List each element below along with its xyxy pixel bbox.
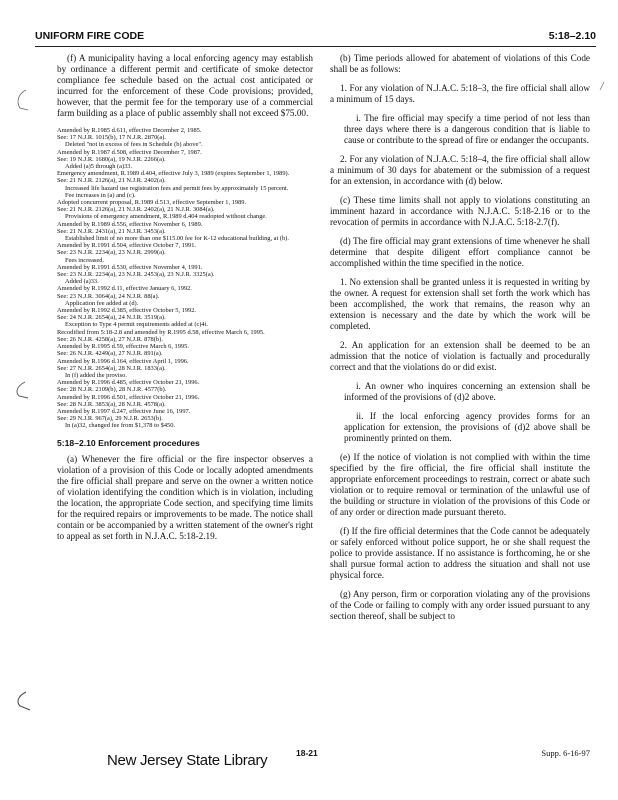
paragraph-b2: 2. For any violation of N.J.A.C. 5:18–4, the fire official shall allow a minimum of 30 days for abatement or the submission of a request for an extension, in accordance with (d) below.	[330, 154, 590, 186]
paragraph-d: (d) The fire official may grant extensions of time whenever he shall determine that despite diligent effort compliance cannot be accomplished within the time specified in the notice.	[330, 236, 590, 268]
paragraph-g: (g) Any person, firm or corporation violating any of the provisions of the Code or failing to comply with any order issued pursuant to any section thereof, shall be subject to	[330, 589, 590, 621]
history-entry: Amended by R.1987 d.508, effective December 7, 1987.	[57, 148, 202, 156]
history-entry: See: 26 N.J.R. 4249(a), 27 N.J.R. 891(a).	[57, 350, 163, 358]
history-entry: Deleted "not in excess of fees in Schedule (b) above".	[65, 141, 203, 149]
history-entry: Amended by R.1992 d.11, effective January 6, 1992.	[57, 285, 192, 293]
history-entry: Amended by R.1996 d.485, effective October 21, 1996.	[57, 379, 200, 387]
running-header	[35, 30, 596, 44]
history-entry: Amended by R.1995 d.59, effective March 6, 1995.	[57, 343, 189, 351]
margin-mark-icon	[10, 380, 30, 400]
history-entry: See: 26 N.J.R. 4258(a), 27 N.J.R. 878(b).	[57, 335, 163, 343]
history-entry: Amended by R.1989 d.556, effective November 6, 1989.	[57, 220, 203, 228]
history-entry: Exception to Type 4 permit requirements added at (c)4i.	[65, 321, 208, 329]
header-rule	[35, 46, 596, 47]
header-section: 5:18–2.10	[548, 30, 596, 42]
history-entry: Recodified from 5:18-2.8 and amended by R.1995 d.58, effective March 6, 1995.	[57, 328, 265, 336]
history-entry: Added (a)5 through (a)33.	[65, 163, 133, 171]
history-entry: See: 17 N.J.R. 1015(b), 17 N.J.R. 2870(a).	[57, 134, 166, 142]
paragraph-b1i: i. The fire official may specify a time period of not less than three days where there is a dangerous condition that is liable to cause or contribute to the spread of fire or endanger the occupants.	[344, 113, 590, 145]
paragraph-b1: 1. For any violation of N.J.A.C. 5:18–3, the fire official shall allow a minimum of 15 days.	[330, 83, 590, 104]
history-entry: See: 28 N.J.R. 3853(a), 28 N.J.R. 4578(a).	[57, 400, 166, 408]
history-entry: See: 24 N.J.R. 2654(a), 24 N.J.R. 3519(a).	[57, 314, 166, 322]
paragraph-e: (e) If the notice of violation is not complied with within the time specified by the fire official, the fire official shall institute the appropriate enforcement proceedings to restrain, correct or abate such violation or to require removal or termination of the unlawful use of the building or structure in violation of the provisions of this Code or of any order or direction made pursuant thereto.	[330, 452, 590, 517]
margin-mark-icon	[12, 88, 30, 112]
history-entry: Application fee added at (d).	[65, 299, 139, 307]
paragraph-d2ii: ii. If the local enforcing agency provides forms for an application for extension, the provisions of (d)2 above shall be prominently printed on them.	[344, 411, 590, 443]
right-column	[330, 53, 590, 622]
history-entry: See: 21 N.J.R. 2126(a), 21 N.J.R. 2402(a).	[57, 177, 166, 185]
history-entry: Provisions of emergency amendment, R.1989 d.404 readopted without change.	[65, 213, 267, 221]
header-title: UNIFORM FIRE CODE	[35, 30, 145, 42]
history-entry: See: 28 N.J.R. 2109(b), 28 N.J.R. 4577(b).	[57, 386, 167, 394]
history-entry: Amended by R.1992 d.385, effective October 5, 1992.	[57, 307, 197, 315]
amendment-history	[57, 127, 313, 430]
history-entry: Fee increases in (a) and (c).	[65, 191, 136, 199]
history-entry: Adopted concurrent proposal, R.1989 d.513, effective September 1, 1989.	[57, 199, 247, 207]
history-entry: Amended by R.1991 d.504, effective October 7, 1991.	[57, 242, 197, 250]
history-entry: In (f) added the proviso.	[65, 371, 127, 379]
history-entry: See: 19 N.J.R. 1680(a), 19 N.J.R. 2266(a).	[57, 155, 166, 163]
history-entry: See: 23 N.J.R. 2234(a), 23 N.J.R. 2453(a), 23 N.J.R. 3325(a).	[57, 271, 215, 279]
history-entry: Amended by R.1996 d.164, effective April 1, 1996.	[57, 357, 189, 365]
history-entry: See: 21 N.J.R. 2126(a), 21 N.J.R. 2402(a), 21 N.J.R. 3084(a).	[57, 206, 215, 214]
history-entry: Fees increased.	[65, 256, 105, 264]
history-entry: Added (a)33.	[65, 278, 99, 286]
paragraph-f-fee-schedule: (f) A municipality having a local enforcing agency may establish by ordinance a different permit and certificate of smoke detector compliance fee schedule based on the actual cost anticipated or incurred for the enforcement of these Code provisions; provided, however, that the permit fee for the temporary use of a commercial farm building as a place of public assembly shall not exceed $75.00.	[57, 53, 313, 118]
left-column	[57, 53, 313, 542]
paragraph-d1: 1. No extension shall be granted unless it is requested in writing by the owner. A request for extension shall set forth the work which has been accomplished, the work that remains, the reason why an extension is necessary and the date by which the work will be completed.	[330, 277, 590, 331]
history-entry: See: 23 N.J.R. 3064(a), 24 N.J.R. 88(a).	[57, 292, 160, 300]
history-entry: See: 21 N.J.R. 2431(a), 21 N.J.R. 3453(a).	[57, 227, 166, 235]
history-entry: Amended by R.1985 d.611, effective December 2, 1985.	[57, 127, 202, 134]
page-number: 18-21	[296, 748, 318, 758]
history-entry: Amended by R.1991 d.530, effective November 4, 1991.	[57, 263, 203, 271]
paragraph-b: (b) Time periods allowed for abatement of violations of this Code shall be as follows:	[330, 53, 590, 74]
history-entry: Emergency amendment, R.1989 d.404, effective July 3, 1989 (expires September 1, 1989).	[57, 170, 290, 178]
margin-mark-icon	[596, 80, 608, 94]
paragraph-a-notice-of-violation: (a) Whenever the fire official or the fire inspector observes a violation of a provision of this Code or locally adopted amendments the fire official shall prepare and serve on the owner a written notice of violation identifying the condition which is in violation, including the location, the appropriate Code section, and specifying time limits for the required repairs or improvements to be made. The notice shall contain or be accompanied by a written statement of the owner's right to appeal as set forth in N.J.A.C. 5:18-2.19.	[57, 453, 314, 541]
history-entry: Amended by R.1996 d.501, effective October 21, 1996.	[57, 393, 200, 401]
paragraph-f-police: (f) If the fire official determines that the Code cannot be adequately or safely enforced without police support, he or she shall request the police to provide assistance. If no assistance is forthcoming, he or she shall pursue formal action to address the situation and shall not use physical force.	[330, 526, 590, 580]
margin-mark-icon	[10, 690, 32, 712]
history-entry: See: 27 N.J.R. 2654(a), 28 N.J.R. 1833(a).	[57, 364, 166, 372]
section-heading: 5:18–2.10 Enforcement procedures	[57, 437, 200, 448]
supplement-date: Supp. 6-16-97	[541, 748, 590, 758]
history-entry: Established limit of no more than one $115.00 fee for K-12 educational building, at (b).	[65, 235, 289, 243]
library-stamp: New Jersey State Library	[107, 752, 268, 769]
paragraph-d2i: i. An owner who inquires concerning an extension shall be informed of the provisions of (d)2 above.	[344, 381, 590, 402]
paragraph-c: (c) These time limits shall not apply to violations constituting an imminent hazard in accordance with N.J.A.C. 5:18-2.16 or to the revocation of permits in accordance with N.J.A.C. 5:18-2.7(f).	[330, 195, 590, 227]
history-entry: Amended by R.1997 d.247, effective June 16, 1997.	[57, 407, 191, 415]
history-entry: See: 23 N.J.R. 2234(a), 23 N.J.R. 2999(a).	[57, 249, 166, 257]
history-entry: In (a)32, changed fee from $1,378 to $450.	[65, 422, 176, 430]
history-entry: See: 29 N.J.R. 967(a), 29 N.J.R. 2653(b).	[57, 415, 163, 423]
history-entry: Increased life hazard use registration fees and permit fees by approximately 15 percent.	[65, 184, 289, 192]
paragraph-d2: 2. An application for an extension shall be deemed to be an admission that the notice of violation is factually and procedurally correct and that the violations do or did exist.	[330, 340, 590, 372]
